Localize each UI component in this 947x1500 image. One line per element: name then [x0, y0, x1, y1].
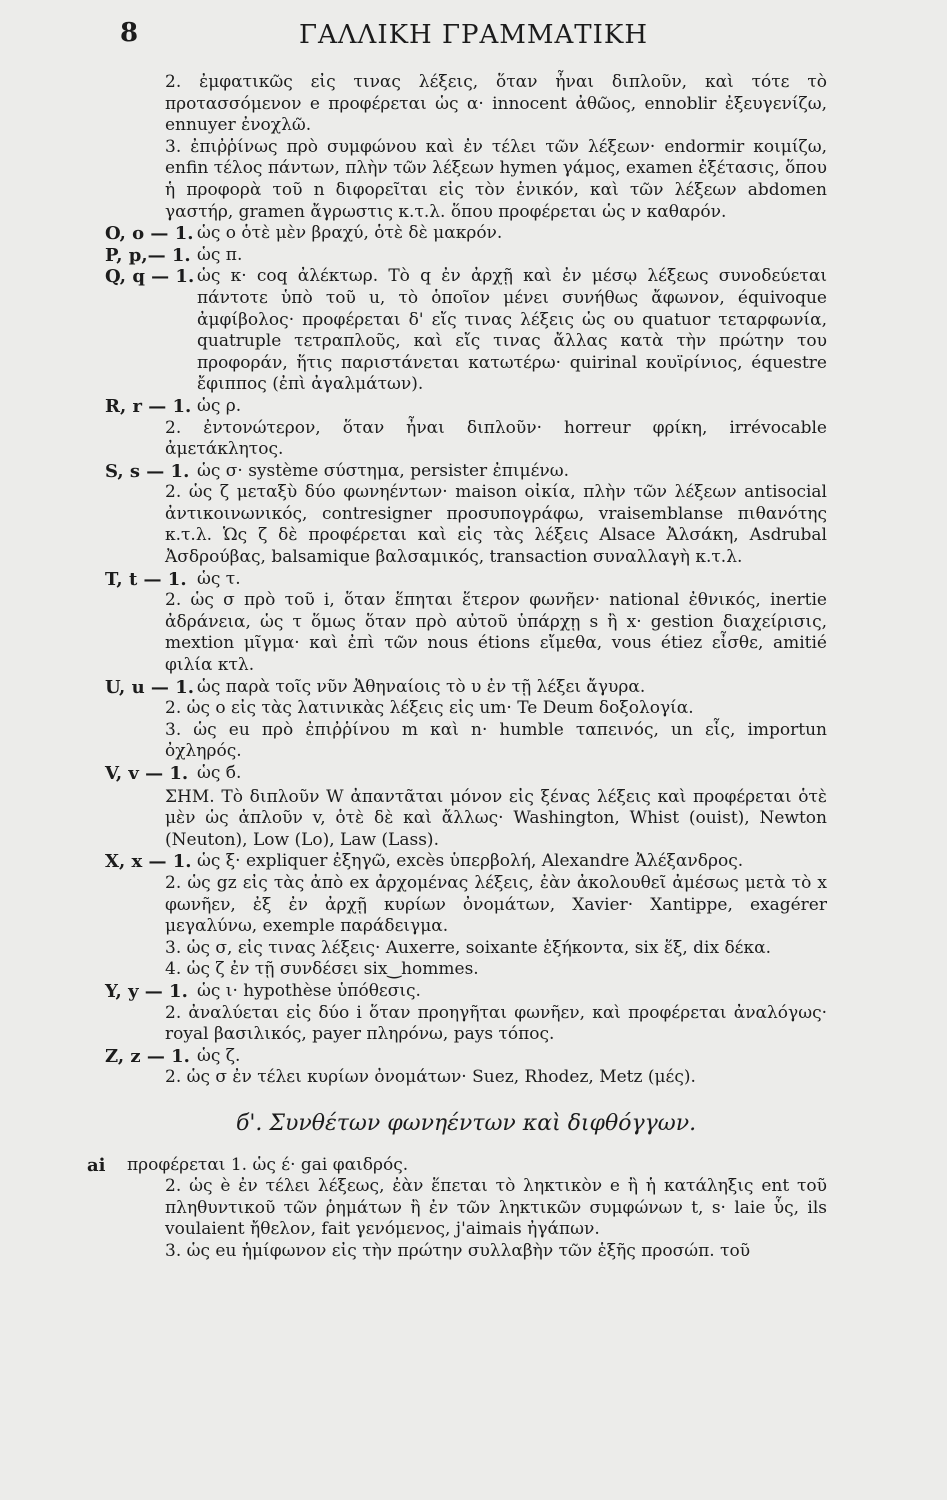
entry-letter: T, t — 1.: [105, 568, 187, 590]
entry-text: ὡς ξ· expliquer ἐξηγῶ, excès ὑπερβολή, Alexandre Ἀλέξανδρος.: [197, 851, 744, 872]
entry-letter: U, u — 1.: [105, 676, 194, 698]
entry-text: ὡς ι· hypothèse ὑπόθεσις.: [197, 980, 421, 1001]
letter-entry-v: [105, 763, 827, 785]
entry-letter: X, x — 1.: [105, 851, 192, 873]
letter-entry-q: [105, 266, 827, 396]
intro-paragraph: 3. ἐπιῤῥίνως πρὸ συμφώνου καὶ ἐν τέλει τῶν λέξεων· endormir κοιμίζω, enfin τέλος πάντων, πλὴν τῶν λέξεων hymen γάμος, examen ἐξέτασις, ὅπου ἡ προφορὰ τοῦ n διφορεῖται εἰς τὸν ἑνικόν, καὶ τῶν λέξεων abdomen γαστήρ, gramen ἄγρωστις κ.τ.λ. ὅπου προφέρεται ὡς ν καθαρόν.: [165, 136, 827, 222]
letter-entry-z: [105, 1046, 827, 1068]
entry-subpoint: 2. ὡς σ ἐν τέλει κυρίων ὀνομάτων· Suez, Rhodez, Metz (μές).: [165, 1067, 696, 1088]
entry-subpoint: 3. ὡς eu πρὸ ἐπιῤῥίνου m καὶ n· humble ταπεινός, un εἷς, importun ὀχληρός.: [165, 719, 827, 762]
entry-subpoint: 2. ἐντονώτερον, ὅταν ἦναι διπλοῦν· horreur φρίκη, irrévocable ἀμετάκλητος.: [165, 417, 827, 460]
entry-subpoint: 2. ὡς σ πρὸ τοῦ i, ὅταν ἕπηται ἕτερον φωνῆεν· national ἐθνικός, inertie ἀδράνεια, ὡς τ ὅμως ὅταν πρὸ αὐτοῦ ὑπάρχῃ s ἢ x· gestion διαχείρισις, mextion μῖγμα· καὶ ἐπὶ τῶν nous étions εἴμεθα, vous étiez εἶσθε, amitié φιλία κτλ.: [165, 590, 827, 676]
entry-text: ὡς ζ.: [197, 1045, 241, 1066]
entry-letter: O, o — 1.: [105, 223, 194, 245]
letter-entry-x: [105, 851, 827, 873]
entry-letter: R, r — 1.: [105, 395, 192, 417]
entry-subpoint: 3. ὡς σ, εἰς τινας λέξεις· Auxerre, soixante ἑξήκοντα, six ἕξ, dix δέκα.: [165, 937, 771, 958]
diphthong-entry-ai: [87, 1154, 827, 1177]
letter-entry-u: [105, 677, 827, 699]
entry-letter: P, p,— 1.: [105, 244, 191, 266]
letter-entry-p: [105, 245, 827, 267]
entry-subpoint: 2. ὡς gz εἰς τὰς ἀπὸ ex ἀρχομένας λέξεις, ἐὰν ἀκολουθεῖ ἀμέσως μετὰ τὸ x φωνῆεν, ἐξ ἐν ἀρχῇ κυρίων ὀνομάτων, Xavier· Xantippe, exagérer μεγαλύνω, exemple παράδειγμα.: [165, 872, 827, 937]
entry-subpoint: 2. ἀναλύεται εἰς δύο i ὅταν προηγῆται φωνῆεν, καὶ προφέρεται ἀναλόγως· royal βασιλικός, payer πληρόνω, pays τόπος.: [165, 1002, 827, 1045]
entry-subpoint: 2. ὡς è ἐν τέλει λέξεως, ἐὰν ἕπεται τὸ ληκτικὸν e ἢ ἡ κατάληξις ent τοῦ πληθυντικοῦ τῶν ῥημάτων ἢ ἐν τῶν ληκτικῶν συμφώνων t, s· laie ὗς, ils voulaient ἤθελον, fait γενόμενος, j'aimais ἠγάπων.: [165, 1176, 827, 1240]
running-title: ΓΑΛΛΙΚΗ ΓΡΑΜΜΑΤΙΚΗ: [298, 20, 649, 50]
entry-letter: V, v — 1.: [105, 763, 189, 784]
entry-letter: Q, q — 1.: [105, 266, 195, 288]
entry-text: ὡς σ· système σύστημα, persister ἐπιμένω.: [197, 460, 569, 481]
entry-text: ὡς τ.: [197, 568, 241, 589]
section-title: б'. Συνθέτων φωνηέντων καὶ διφθόγγων.: [235, 1110, 697, 1136]
page-number: 8: [120, 18, 139, 48]
entry-text: ὡς κ· coq ἀλέκτωρ. Τὸ q ἐν ἀρχῇ καὶ ἐν μέσῳ λέξεως συνοδεύεται πάντοτε ὑπὸ τοῦ u, τὸ ὁποῖον μένει συνήθως ἄφωνον, équivoque ἀμφίβολος· προφέρεται δ' εἴς τινας λέξεις ὡς ου quatuor τεταρφωνία, quatruple τετραπλοῦς, καὶ εἴς τινας ἄλλας κατὰ τὴν πρώτην του προφοράν, ἥτις παριστάνεται κατωτέρω· quirinal κουϊρίνιος, équestre ἔφιππος (ἐπὶ ἀγαλμάτων).: [197, 266, 827, 395]
letter-entry-o: [105, 223, 827, 245]
entry-letter: Y, y — 1.: [105, 980, 188, 1002]
letter-entry-t: [105, 569, 827, 591]
letter-entry-s: [105, 461, 827, 483]
letter-entry-r: [105, 396, 827, 418]
entry-text: προφέρεται 1. ὡς έ· gai φαιδρός.: [127, 1154, 409, 1175]
entry-text: ὡς π.: [197, 244, 243, 265]
entry-subpoint: 2. ὡς ζ μεταξὺ δύο φωνηέντων· maison οἰκία, πλὴν τῶν λέξεων antisocial ἀντικοινωνικός, contresigner προσυπογράφω, vraisemblanse πιθανότης κ.τ.λ. Ὡς ζ δὲ προφέρεται καὶ εἰς τὰς λέξεις Alsace Ἀλσάκη, Asdrubal Ἀσδρούβας, balsamique βαλσαμικός, transaction συναλλαγὴ κ.τ.λ.: [165, 482, 827, 568]
entry-text: ὡς ρ.: [197, 395, 242, 416]
entry-subpoint: 3. ὡς eu ἡμίφωνον εἰς τὴν πρώτην συλλαβὴν τῶν ἑξῆς προσώπ. τοῦ: [165, 1240, 751, 1261]
entry-subpoint: 2. ὡς ο εἰς τὰς λατινικὰς λέξεις εἰς um· Te Deum δοξολογία.: [165, 698, 694, 719]
page-body: [87, 72, 827, 1262]
entry-text: ὡς ο ὁτὲ μὲν βραχύ, ὁτὲ δὲ μακρόν.: [197, 223, 503, 244]
diphthong-key: ai: [87, 1154, 106, 1176]
entry-text: ὡς б.: [197, 763, 242, 783]
entry-letter: Z, z — 1.: [105, 1045, 190, 1067]
entry-text: ὡς παρὰ τοῖς νῦν Ἀθηναίοις τὸ υ ἐν τῇ λέξει ἄγυρα.: [197, 676, 646, 697]
letter-entry-y: [105, 981, 827, 1003]
note-paragraph: ΣΗΜ. Τὸ διπλοῦν W ἀπαντᾶται μόνον εἰς ξένας λέξεις καὶ προφέρεται ὁτὲ μὲν ὡς ἁπλοῦν v, ὁτὲ δὲ καὶ ἄλλως· Washington, Whist (ouist), Newton (Neuton), Low (Lo), Law (Lass).: [165, 786, 827, 850]
entry-subpoint: 4. ὡς ζ ἐν τῇ συνδέσει six‿hommes.: [165, 959, 479, 980]
entry-letter: S, s — 1.: [105, 460, 190, 482]
intro-paragraph: 2. ἐμφατικῶς εἰς τινας λέξεις, ὅταν ἦναι διπλοῦν, καὶ τότε τὸ προτασσόμενον e προφέρεται ὡς α· innocent ἀθῶος, ennoblir ἐξευγενίζω, ennuyer ἐνοχλῶ.: [165, 72, 827, 136]
page-header: [0, 18, 947, 62]
